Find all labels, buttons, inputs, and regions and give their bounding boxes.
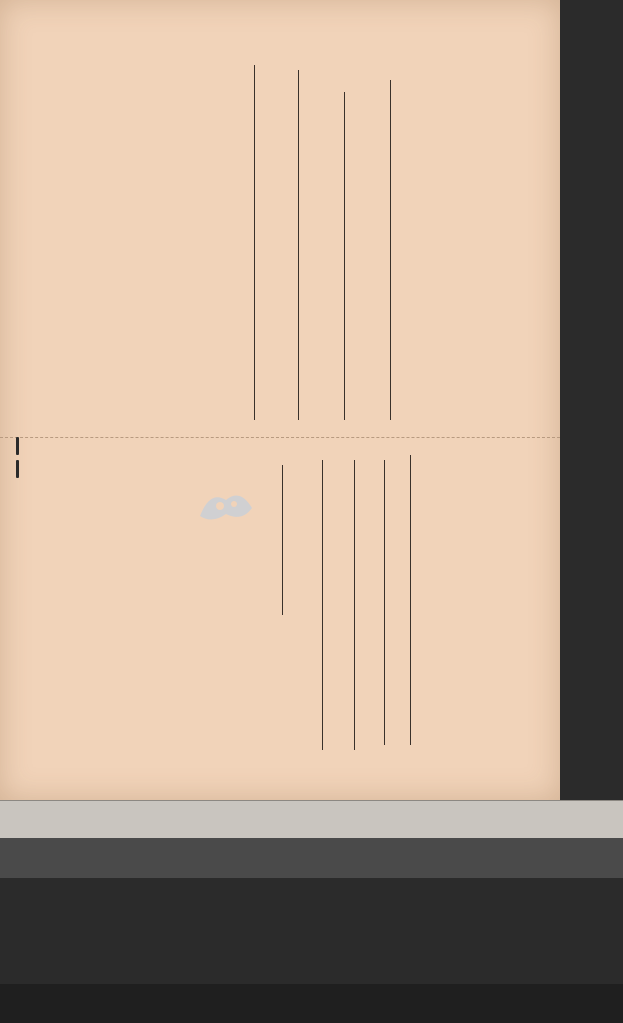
measurement-ruler	[0, 800, 623, 839]
binding-mark	[16, 437, 19, 455]
score-rule	[282, 465, 283, 615]
color-card-header	[0, 838, 623, 878]
fold-line	[0, 437, 560, 438]
archive-watermark	[196, 486, 262, 524]
score-rule	[322, 460, 323, 750]
score-rule	[410, 455, 411, 745]
score-rule	[344, 92, 345, 420]
score-rule	[390, 80, 391, 420]
scan-background	[0, 984, 623, 1023]
score-rule	[384, 460, 385, 745]
binding-mark	[16, 460, 19, 478]
score-rule	[354, 460, 355, 750]
score-rule	[254, 65, 255, 420]
score-rule	[298, 70, 299, 420]
film-reel-logo-icon	[196, 486, 256, 524]
